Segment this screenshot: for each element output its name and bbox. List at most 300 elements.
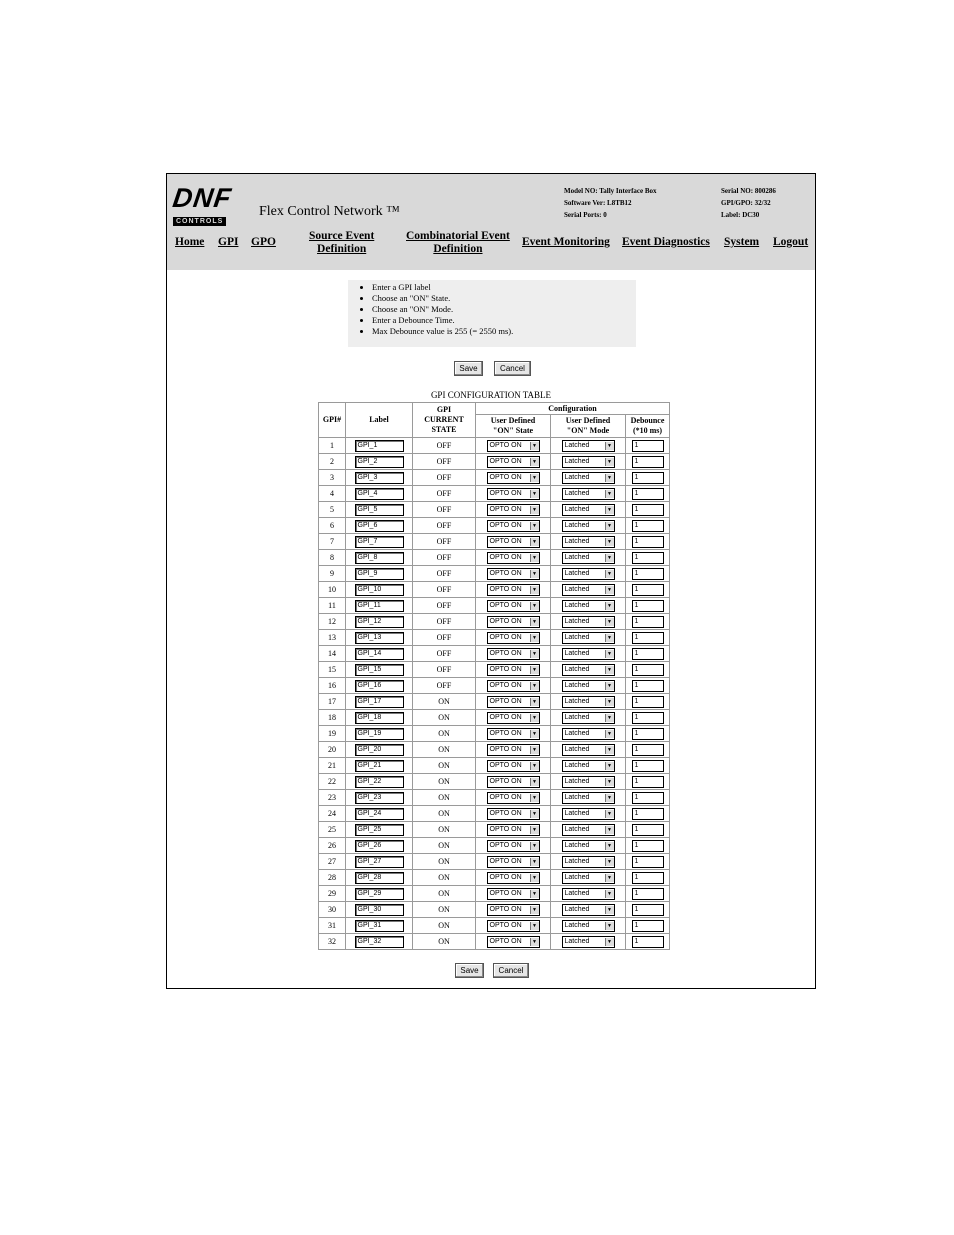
gpi-label-input[interactable]: GPI_23: [355, 792, 404, 804]
gpi-label-input[interactable]: GPI_14: [355, 648, 404, 660]
gpi-label-input[interactable]: GPI_13: [355, 632, 404, 644]
dropdown-arrow-icon: ▼: [605, 538, 614, 546]
debounce-input[interactable]: 1: [632, 488, 664, 500]
debounce-input[interactable]: 1: [632, 808, 664, 820]
gpi-label-input[interactable]: GPI_27: [355, 856, 404, 868]
on-state-select[interactable]: [487, 632, 540, 644]
debounce-input[interactable]: 1: [632, 936, 664, 948]
col-header-debounce: [626, 415, 670, 438]
debounce-input[interactable]: 1: [632, 904, 664, 916]
gpi-number: 29: [328, 889, 336, 898]
gpi-current-state: OFF: [436, 665, 452, 674]
col-header-on-mode-line1: User Defined: [565, 416, 611, 425]
gpi-label-input[interactable]: GPI_1: [355, 440, 404, 452]
debounce-input[interactable]: 1: [632, 744, 664, 756]
debounce-input[interactable]: 1: [632, 760, 664, 772]
on-state-select[interactable]: [487, 824, 540, 836]
on-state-value: OPTO ON: [489, 905, 522, 913]
on-state-select[interactable]: [487, 808, 540, 820]
dropdown-arrow-icon: ▼: [605, 874, 614, 882]
on-mode-cell: [551, 518, 626, 534]
dropdown-arrow-icon: ▼: [605, 442, 614, 450]
on-mode-select[interactable]: [562, 840, 615, 852]
on-state-value: OPTO ON: [489, 777, 522, 785]
on-mode-select[interactable]: [562, 888, 615, 900]
on-mode-select[interactable]: [562, 680, 615, 692]
on-mode-select[interactable]: [562, 584, 615, 596]
gpi-number-cell: [319, 838, 346, 854]
gpi-label-input[interactable]: GPI_21: [355, 760, 404, 772]
gpi-label-input[interactable]: GPI_30: [355, 904, 404, 916]
debounce-input[interactable]: 1: [632, 840, 664, 852]
debounce-cell: [626, 742, 670, 758]
on-mode-select[interactable]: [562, 824, 615, 836]
gpi-number-cell: [319, 630, 346, 646]
on-mode-select[interactable]: [562, 632, 615, 644]
nav-event-monitoring[interactable]: Event Monitoring: [522, 236, 610, 248]
nav-logout[interactable]: Logout: [773, 236, 809, 248]
cancel-button-top[interactable]: Cancel: [494, 361, 531, 376]
debounce-input[interactable]: 1: [632, 568, 664, 580]
gpi-number-cell: [319, 566, 346, 582]
on-mode-select[interactable]: [562, 744, 615, 756]
gpi-label-input[interactable]: GPI_16: [355, 680, 404, 692]
gpi-number: 9: [330, 569, 334, 578]
on-mode-select[interactable]: [562, 536, 615, 548]
gpi-label-input[interactable]: GPI_25: [355, 824, 404, 836]
table-row: [319, 678, 670, 694]
on-mode-select[interactable]: [562, 648, 615, 660]
debounce-input[interactable]: 1: [632, 872, 664, 884]
on-mode-select[interactable]: [562, 616, 615, 628]
on-mode-cell: [551, 550, 626, 566]
table-row: [319, 870, 670, 886]
on-state-select[interactable]: [487, 520, 540, 532]
on-mode-select[interactable]: [562, 760, 615, 772]
on-state-select[interactable]: [487, 648, 540, 660]
on-state-value: OPTO ON: [489, 937, 522, 945]
label-cell: [346, 598, 413, 614]
label-cell: [346, 822, 413, 838]
gpi-current-state: ON: [438, 729, 450, 738]
on-mode-select[interactable]: [562, 664, 615, 676]
dropdown-arrow-icon: ▼: [605, 522, 614, 530]
on-mode-select[interactable]: [562, 600, 615, 612]
dropdown-arrow-icon: ▼: [605, 842, 614, 850]
debounce-input[interactable]: 1: [632, 440, 664, 452]
on-mode-select[interactable]: [562, 488, 615, 500]
on-mode-cell: [551, 870, 626, 886]
debounce-input[interactable]: 1: [632, 552, 664, 564]
on-state-select[interactable]: [487, 696, 540, 708]
on-state-select[interactable]: [487, 488, 540, 500]
device-info-right: [721, 185, 776, 221]
gpi-label-input[interactable]: GPI_9: [355, 568, 404, 580]
gpi-label-input[interactable]: GPI_29: [355, 888, 404, 900]
on-state-value: OPTO ON: [489, 489, 522, 497]
debounce-cell: [626, 854, 670, 870]
debounce-input[interactable]: 1: [632, 888, 664, 900]
debounce-input[interactable]: 1: [632, 520, 664, 532]
dropdown-arrow-icon: ▼: [530, 842, 539, 850]
gpi-number: 24: [328, 809, 336, 818]
label-cell: [346, 534, 413, 550]
on-mode-cell: [551, 438, 626, 454]
serial-ports: Serial Ports: 0: [564, 211, 607, 219]
gpi-label-input[interactable]: GPI_15: [355, 664, 404, 676]
on-mode-value: Latched: [564, 729, 590, 737]
dropdown-arrow-icon: ▼: [605, 778, 614, 786]
gpi-number: 22: [328, 777, 336, 786]
table-row: [319, 726, 670, 742]
on-mode-cell: [551, 742, 626, 758]
nav-comb-event-line2: Definition: [433, 243, 483, 255]
save-button-top[interactable]: Save: [454, 361, 483, 376]
gpi-label-input[interactable]: GPI_26: [355, 840, 404, 852]
cancel-button-bottom[interactable]: Cancel: [493, 963, 529, 978]
on-state-cell: [476, 614, 551, 630]
debounce-input[interactable]: 1: [632, 680, 664, 692]
on-state-select[interactable]: [487, 712, 540, 724]
on-mode-select[interactable]: [562, 856, 615, 868]
on-state-select[interactable]: [487, 840, 540, 852]
gpi-label-input[interactable]: GPI_32: [355, 936, 404, 948]
on-state-select[interactable]: [487, 456, 540, 468]
dropdown-arrow-icon: ▼: [605, 554, 614, 562]
on-mode-cell: [551, 502, 626, 518]
nav-event-diagnostics[interactable]: Event Diagnostics: [622, 236, 710, 248]
gpi-current-state: OFF: [436, 489, 452, 498]
gpi-number-cell: [319, 774, 346, 790]
on-state-cell: [476, 582, 551, 598]
gpi-gpo-count: GPI/GPO: 32/32: [721, 199, 771, 207]
on-mode-select[interactable]: [562, 920, 615, 932]
debounce-input[interactable]: 1: [632, 584, 664, 596]
gpi-number-cell: [319, 486, 346, 502]
col-header-debounce-line2: (*10 ms): [632, 426, 663, 435]
on-state-value: OPTO ON: [489, 521, 522, 529]
state-cell: [413, 630, 476, 646]
app-title: Flex Control Network ™: [259, 204, 400, 219]
gpi-label-input[interactable]: GPI_28: [355, 872, 404, 884]
on-state-select[interactable]: [487, 904, 540, 916]
gpi-number-cell: [319, 454, 346, 470]
state-cell: [413, 694, 476, 710]
on-mode-value: Latched: [564, 521, 590, 529]
instruction-item: • Enter a GPI label: [372, 282, 636, 293]
debounce-input[interactable]: 1: [632, 792, 664, 804]
dropdown-arrow-icon: ▼: [530, 858, 539, 866]
gpi-label-input[interactable]: GPI_6: [355, 520, 404, 532]
gpi-label-input[interactable]: GPI_31: [355, 920, 404, 932]
dnf-controls-logo: [170, 183, 243, 225]
on-state-select[interactable]: [487, 472, 540, 484]
debounce-cell: [626, 790, 670, 806]
dropdown-arrow-icon: ▼: [605, 586, 614, 594]
nav-system[interactable]: System: [724, 236, 760, 248]
debounce-input[interactable]: 1: [632, 616, 664, 628]
gpi-label-input[interactable]: GPI_24: [355, 808, 404, 820]
gpi-number-cell: [319, 598, 346, 614]
on-state-select[interactable]: [487, 536, 540, 548]
on-state-select[interactable]: [487, 568, 540, 580]
gpi-label-input[interactable]: GPI_20: [355, 744, 404, 756]
gpi-label-input[interactable]: GPI_3: [355, 472, 404, 484]
label-cell: [346, 502, 413, 518]
on-mode-cell: [551, 854, 626, 870]
on-state-cell: [476, 838, 551, 854]
on-state-cell: [476, 678, 551, 694]
on-state-select[interactable]: [487, 728, 540, 740]
gpi-label-input[interactable]: GPI_8: [355, 552, 404, 564]
on-state-value: OPTO ON: [489, 649, 522, 657]
dropdown-arrow-icon: ▼: [530, 634, 539, 642]
state-cell: [413, 806, 476, 822]
gpi-number: 13: [328, 633, 336, 642]
debounce-cell: [626, 694, 670, 710]
on-mode-select[interactable]: [562, 472, 615, 484]
table-row: [319, 486, 670, 502]
gpi-label-input[interactable]: GPI_18: [355, 712, 404, 724]
gpi-current-state: ON: [438, 905, 450, 914]
gpi-label-input[interactable]: GPI_2: [355, 456, 404, 468]
state-cell: [413, 566, 476, 582]
on-mode-select[interactable]: [562, 712, 615, 724]
on-mode-select[interactable]: [562, 440, 615, 452]
nav-home[interactable]: Home: [175, 236, 205, 248]
dropdown-arrow-icon: ▼: [605, 650, 614, 658]
nav-gpi[interactable]: GPI: [218, 236, 239, 248]
gpi-number: 14: [328, 649, 336, 658]
on-mode-cell: [551, 918, 626, 934]
gpi-label-input[interactable]: GPI_19: [355, 728, 404, 740]
gpi-number-cell: [319, 502, 346, 518]
gpi-number: 17: [328, 697, 336, 706]
on-state-value: OPTO ON: [489, 745, 522, 753]
state-cell: [413, 518, 476, 534]
debounce-input[interactable]: 1: [632, 632, 664, 644]
gpi-label-input[interactable]: GPI_7: [355, 536, 404, 548]
dropdown-arrow-icon: ▼: [530, 938, 539, 946]
on-state-select[interactable]: [487, 792, 540, 804]
dropdown-arrow-icon: ▼: [530, 730, 539, 738]
instruction-item: • Choose an "ON" Mode.: [372, 304, 636, 315]
on-state-select[interactable]: [487, 440, 540, 452]
on-state-cell: [476, 758, 551, 774]
nav-source-event-definition[interactable]: [309, 230, 374, 256]
model-number: Model NO: Tally Interface Box: [564, 187, 657, 195]
device-info-left: [564, 185, 657, 221]
gpi-number-cell: [319, 694, 346, 710]
table-caption: GPI CONFIGURATION TABLE: [430, 390, 552, 400]
on-state-value: OPTO ON: [489, 841, 522, 849]
gpi-label-input[interactable]: GPI_10: [355, 584, 404, 596]
on-mode-cell: [551, 822, 626, 838]
gpi-current-state: ON: [438, 793, 450, 802]
table-row: [319, 662, 670, 678]
on-mode-cell: [551, 454, 626, 470]
on-mode-select[interactable]: [562, 552, 615, 564]
on-mode-select[interactable]: [562, 808, 615, 820]
dropdown-arrow-icon: ▼: [530, 874, 539, 882]
dropdown-arrow-icon: ▼: [530, 490, 539, 498]
state-cell: [413, 662, 476, 678]
on-state-select[interactable]: [487, 856, 540, 868]
label-cell: [346, 758, 413, 774]
table-row: [319, 790, 670, 806]
debounce-input[interactable]: 1: [632, 472, 664, 484]
debounce-input[interactable]: 1: [632, 712, 664, 724]
gpi-number-cell: [319, 790, 346, 806]
table-row: [319, 886, 670, 902]
table-row: [319, 902, 670, 918]
gpi-current-state: ON: [438, 841, 450, 850]
on-mode-select[interactable]: [562, 776, 615, 788]
on-mode-cell: [551, 646, 626, 662]
gpi-label-input[interactable]: GPI_5: [355, 504, 404, 516]
dropdown-arrow-icon: ▼: [605, 890, 614, 898]
gpi-label-input[interactable]: GPI_12: [355, 616, 404, 628]
label-cell: [346, 486, 413, 502]
dropdown-arrow-icon: ▼: [530, 458, 539, 466]
save-button-bottom[interactable]: Save: [455, 963, 484, 978]
on-state-value: OPTO ON: [489, 569, 522, 577]
gpi-label-input[interactable]: GPI_4: [355, 488, 404, 500]
on-mode-select[interactable]: [562, 904, 615, 916]
dropdown-arrow-icon: ▼: [530, 666, 539, 674]
on-mode-select[interactable]: [562, 568, 615, 580]
debounce-input[interactable]: 1: [632, 536, 664, 548]
dropdown-arrow-icon: ▼: [605, 570, 614, 578]
state-cell: [413, 838, 476, 854]
col-header-gpi-number: GPI#: [319, 403, 346, 438]
debounce-input[interactable]: 1: [632, 648, 664, 660]
debounce-cell: [626, 758, 670, 774]
on-mode-value: Latched: [564, 921, 590, 929]
gpi-number-cell: [319, 438, 346, 454]
gpi-number: 27: [328, 857, 336, 866]
instructions-list: [348, 282, 636, 337]
debounce-input[interactable]: 1: [632, 456, 664, 468]
label-cell: [346, 726, 413, 742]
on-mode-select[interactable]: [562, 520, 615, 532]
debounce-input[interactable]: 1: [632, 600, 664, 612]
on-state-value: OPTO ON: [489, 681, 522, 689]
on-state-select[interactable]: [487, 680, 540, 692]
on-mode-select[interactable]: [562, 456, 615, 468]
debounce-input[interactable]: 1: [632, 776, 664, 788]
on-state-select[interactable]: [487, 888, 540, 900]
on-mode-select[interactable]: [562, 504, 615, 516]
gpi-number-cell: [319, 662, 346, 678]
gpi-number: 32: [328, 937, 336, 946]
on-state-select[interactable]: [487, 600, 540, 612]
gpi-current-state: ON: [438, 857, 450, 866]
on-state-select[interactable]: [487, 504, 540, 516]
gpi-number: 8: [330, 553, 334, 562]
on-state-select[interactable]: [487, 744, 540, 756]
on-state-select[interactable]: [487, 776, 540, 788]
on-mode-select[interactable]: [562, 872, 615, 884]
gpi-number-cell: [319, 646, 346, 662]
col-header-debounce-line1: Debounce: [630, 416, 665, 425]
table-row: [319, 614, 670, 630]
debounce-cell: [626, 806, 670, 822]
on-mode-select[interactable]: [562, 728, 615, 740]
on-mode-value: Latched: [564, 745, 590, 753]
on-state-value: OPTO ON: [489, 617, 522, 625]
on-mode-value: Latched: [564, 825, 590, 833]
gpi-number-cell: [319, 854, 346, 870]
on-mode-value: Latched: [564, 473, 590, 481]
label-cell: [346, 934, 413, 950]
on-state-cell: [476, 694, 551, 710]
on-mode-select[interactable]: [562, 696, 615, 708]
nav-gpo[interactable]: GPO: [251, 236, 276, 248]
on-mode-value: Latched: [564, 569, 590, 577]
dropdown-arrow-icon: ▼: [605, 938, 614, 946]
on-mode-value: Latched: [564, 441, 590, 449]
debounce-input[interactable]: 1: [632, 728, 664, 740]
on-state-select[interactable]: [487, 664, 540, 676]
debounce-cell: [626, 550, 670, 566]
on-state-select[interactable]: [487, 872, 540, 884]
state-cell: [413, 678, 476, 694]
on-state-cell: [476, 518, 551, 534]
dropdown-arrow-icon: ▼: [530, 746, 539, 754]
debounce-input[interactable]: 1: [632, 856, 664, 868]
on-state-cell: [476, 662, 551, 678]
gpi-number-cell: [319, 870, 346, 886]
on-state-select[interactable]: [487, 936, 540, 948]
gpi-label-input[interactable]: GPI_22: [355, 776, 404, 788]
on-state-value: OPTO ON: [489, 873, 522, 881]
debounce-input[interactable]: 1: [632, 664, 664, 676]
dropdown-arrow-icon: ▼: [530, 682, 539, 690]
debounce-input[interactable]: 1: [632, 824, 664, 836]
on-mode-select[interactable]: [562, 792, 615, 804]
debounce-input[interactable]: 1: [632, 920, 664, 932]
gpi-current-state: OFF: [436, 649, 452, 658]
on-mode-select[interactable]: [562, 936, 615, 948]
on-state-select[interactable]: [487, 616, 540, 628]
on-state-cell: [476, 598, 551, 614]
gpi-label-input[interactable]: GPI_11: [355, 600, 404, 612]
dropdown-arrow-icon: ▼: [605, 794, 614, 802]
dropdown-arrow-icon: ▼: [530, 890, 539, 898]
on-mode-cell: [551, 758, 626, 774]
on-state-select[interactable]: [487, 584, 540, 596]
gpi-number: 16: [328, 681, 336, 690]
table-row: [319, 566, 670, 582]
debounce-input[interactable]: 1: [632, 504, 664, 516]
gpi-current-state: OFF: [436, 681, 452, 690]
table-row: [319, 758, 670, 774]
on-mode-cell: [551, 534, 626, 550]
gpi-table-body: [319, 438, 670, 950]
state-cell: [413, 854, 476, 870]
on-state-select[interactable]: [487, 760, 540, 772]
gpi-number: 5: [330, 505, 334, 514]
state-cell: [413, 758, 476, 774]
gpi-number: 1: [330, 441, 334, 450]
nav-combinatorial-event-definition[interactable]: [406, 230, 510, 256]
on-state-select[interactable]: [487, 552, 540, 564]
on-state-select[interactable]: [487, 920, 540, 932]
debounce-input[interactable]: 1: [632, 696, 664, 708]
gpi-label-input[interactable]: GPI_17: [355, 696, 404, 708]
logo-text: DNF: [170, 183, 234, 213]
